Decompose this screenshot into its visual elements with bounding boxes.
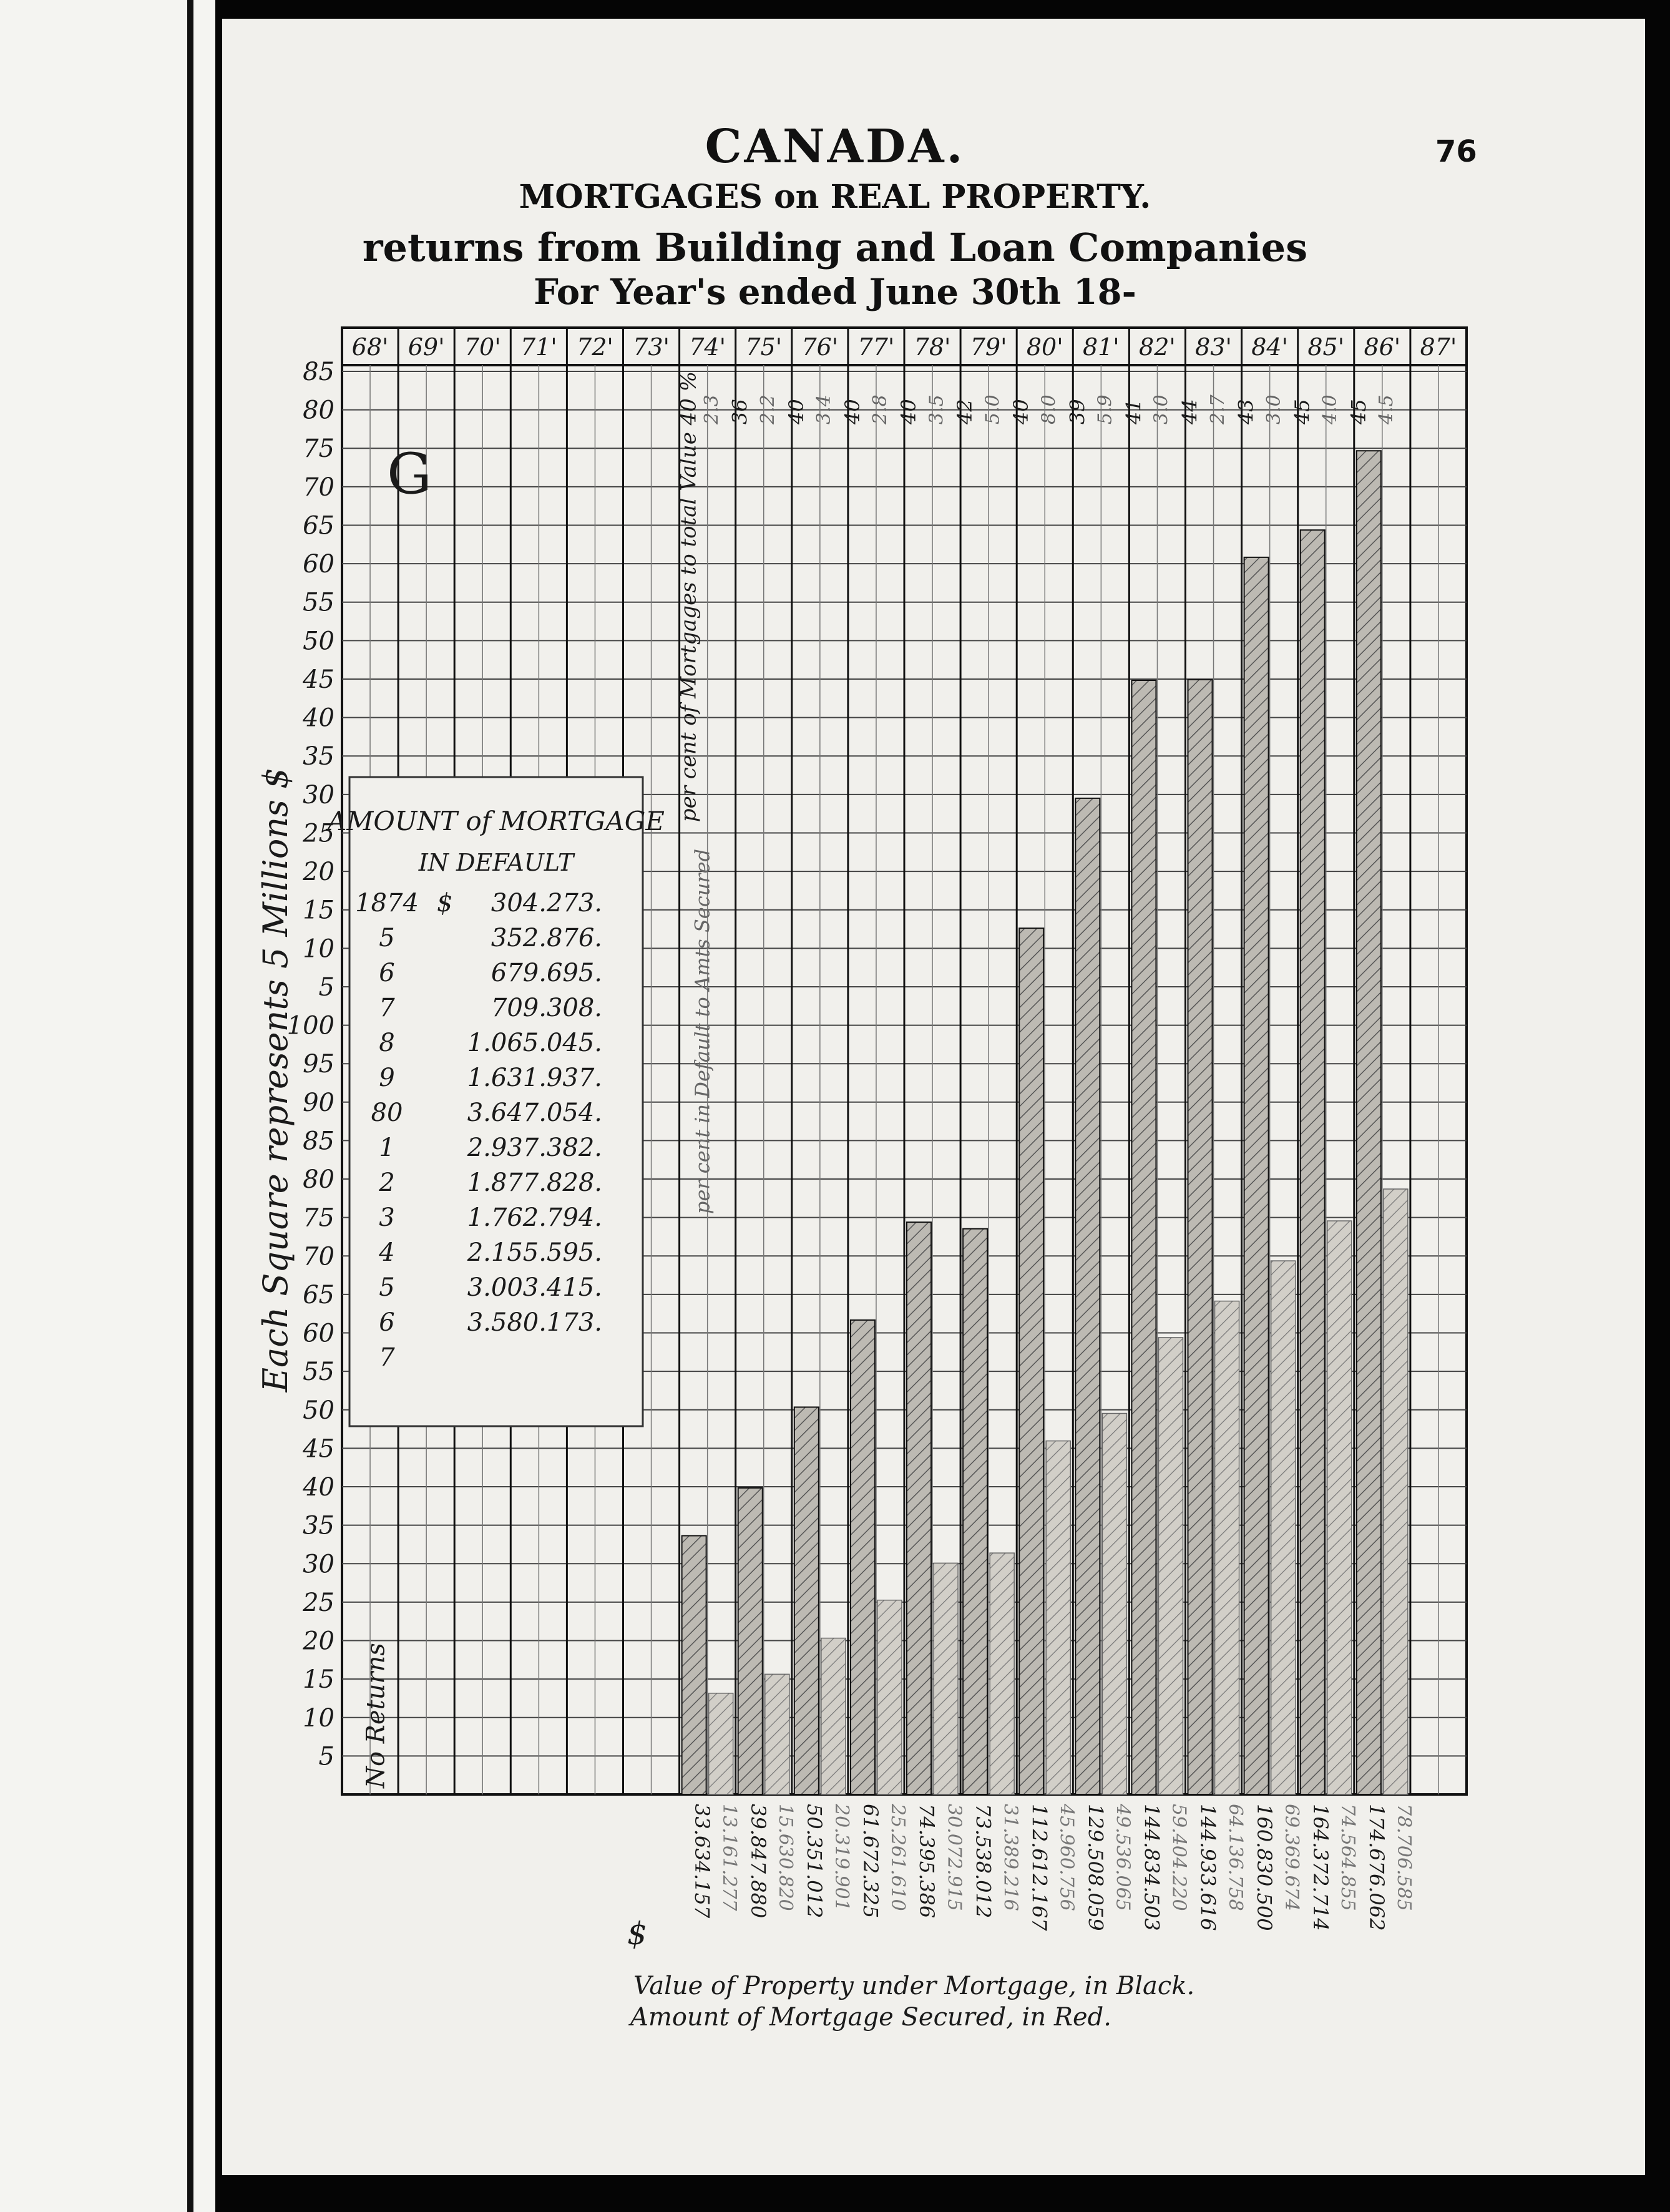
bar-mortgage-secured — [1327, 1221, 1352, 1794]
bar-value-of-property — [1131, 680, 1156, 1794]
default-amount-table — [325, 777, 665, 1426]
default-table-year: 7 — [379, 994, 395, 1022]
year-header-label: 78' — [914, 333, 951, 361]
default-table-year: 1 — [379, 1133, 395, 1162]
value-label-red: 20.319.901 — [831, 1804, 853, 1911]
year-header-label: 76' — [801, 333, 839, 361]
bar-mortgage-secured — [1271, 1261, 1296, 1794]
default-table-amount: 1.762.794. — [467, 1203, 602, 1232]
year-header-label: 71' — [520, 333, 557, 361]
value-label-red: 25.261.610 — [887, 1804, 909, 1911]
value-label-black: 144.834.503 — [1140, 1804, 1164, 1931]
default-table-year: 2 — [379, 1168, 395, 1197]
default-table-subtitle: IN DEFAULT — [418, 849, 574, 876]
percent-in-default-label: 3.0 — [1150, 394, 1173, 424]
y-tick-label: 85 — [303, 1127, 334, 1156]
bar-value-of-property — [682, 1535, 706, 1794]
bar-mortgage-secured — [1158, 1338, 1183, 1794]
year-header-label: 69' — [408, 333, 445, 361]
y-tick-label: 55 — [303, 1358, 334, 1387]
chart-subtitle-2: returns from Building and Loan Companies — [362, 225, 1308, 270]
bar-value-of-property — [1244, 557, 1269, 1794]
percent-in-default-label: 5.9 — [1094, 394, 1116, 424]
bar-mortgage-secured — [877, 1600, 902, 1794]
year-header-label: 84' — [1251, 333, 1289, 361]
percent-in-default-label: 4.5 — [1375, 394, 1398, 424]
y-tick-label: 100 — [286, 1011, 334, 1040]
percent-in-default-label: 2.8 — [869, 394, 892, 424]
y-tick-label: 20 — [303, 1627, 334, 1656]
year-header-label: 68' — [351, 333, 389, 361]
value-label-red: 59.404.220 — [1168, 1804, 1190, 1911]
y-tick-label: 65 — [303, 1280, 334, 1309]
bar-mortgage-secured — [1384, 1189, 1408, 1794]
bar-value-of-property — [907, 1222, 931, 1794]
bar-value-of-property — [794, 1407, 819, 1794]
y-tick-label: 25 — [303, 819, 334, 848]
year-header-label: 74' — [689, 333, 726, 361]
percent-in-default-label: 5.0 — [982, 394, 1004, 424]
y-tick-label: 40 — [303, 1473, 334, 1502]
chart-subtitle-1: MORTGAGES on REAL PROPERTY. — [519, 178, 1151, 216]
percent-to-value-label: 45 — [1290, 399, 1314, 424]
y-tick-label: 60 — [303, 550, 334, 579]
percent-in-default-label: 3.0 — [1262, 394, 1285, 424]
percent-to-value-label: 43 — [1234, 399, 1258, 424]
bar-mortgage-secured — [934, 1563, 958, 1794]
bar-value-of-property — [1188, 680, 1213, 1794]
value-label-black: 174.676.062 — [1365, 1804, 1389, 1931]
percent-to-value-label: 39 — [1065, 399, 1090, 424]
y-tick-label: 40 — [303, 703, 334, 733]
bar-mortgage-secured — [1215, 1301, 1239, 1794]
y-tick-label: 50 — [303, 1396, 334, 1425]
percent-in-default-label: 2.3 — [700, 394, 723, 424]
default-table-year: 9 — [379, 1064, 395, 1092]
value-label-red: 74.564.855 — [1336, 1804, 1359, 1911]
bar-mortgage-secured — [990, 1553, 1014, 1794]
year-header-label: 83' — [1195, 333, 1232, 361]
percent-to-value-label: 42 — [953, 399, 977, 424]
y-tick-label: 35 — [303, 1511, 334, 1540]
dollar-sign-label: $ — [627, 1916, 647, 1952]
year-header-label: 70' — [464, 333, 501, 361]
bar-value-of-property — [1301, 530, 1325, 1794]
y-tick-label: 5 — [318, 1742, 334, 1771]
bar-mortgage-secured — [821, 1638, 846, 1794]
bar-mortgage-secured — [1102, 1414, 1126, 1794]
value-label-black: 74.395.386 — [915, 1804, 939, 1919]
per-cent-default-label: per cent in Default to Amts Secured — [690, 849, 715, 1215]
default-table-title: AMOUNT of MORTGAGE — [328, 806, 665, 836]
value-label-red: 45.960.756 — [1055, 1804, 1078, 1911]
value-label-black: 144.933.616 — [1196, 1804, 1220, 1931]
default-table-amount: 2.155.595. — [467, 1238, 602, 1267]
y-tick-label: 70 — [303, 472, 334, 502]
default-table-year: 5 — [379, 1273, 395, 1302]
y-tick-label: 75 — [303, 434, 334, 464]
default-table-amount: 352.876. — [491, 924, 602, 952]
bar-mortgage-secured — [1046, 1441, 1070, 1794]
value-label-red: 49.536.065 — [1111, 1804, 1134, 1911]
default-table-amount: 1.877.828. — [467, 1168, 602, 1197]
default-table-year: 3 — [379, 1203, 395, 1232]
year-header-label: 87' — [1420, 333, 1457, 361]
y-tick-label: 95 — [303, 1050, 334, 1079]
year-header-label: 72' — [577, 333, 613, 361]
y-tick-label: 35 — [303, 742, 334, 771]
y-tick-label: 80 — [303, 396, 334, 425]
chart-subtitle-3: For Year's ended June 30th 18- — [534, 272, 1136, 313]
page-number: 76 — [1435, 134, 1477, 169]
y-tick-label: 45 — [303, 1434, 334, 1464]
default-table-amount: 3.647.054. — [467, 1099, 602, 1127]
y-tick-label: 60 — [303, 1319, 334, 1348]
monogram-logo: G — [387, 441, 432, 507]
default-table-year: 4 — [379, 1238, 395, 1267]
bar-value-of-property — [1357, 451, 1381, 1794]
y-tick-label: 5 — [318, 972, 334, 1002]
default-table-amount: 304.273. — [491, 889, 602, 918]
y-tick-label: 10 — [303, 934, 334, 964]
percent-to-value-label: 40 — [784, 399, 808, 424]
year-header-label: 75' — [745, 333, 783, 361]
y-tick-label: 70 — [303, 1242, 334, 1271]
value-label-red: 30.072.915 — [943, 1804, 965, 1911]
percent-in-default-label: 2.2 — [756, 394, 779, 424]
percent-in-default-label: 3.4 — [813, 394, 836, 424]
legend-note-red: Amount of Mortgage Secured, in Red. — [630, 2003, 1111, 2032]
default-table-year: 6 — [379, 1308, 395, 1337]
default-table-amount: 3.003.415. — [467, 1273, 602, 1302]
year-header-label: 81' — [1082, 333, 1120, 361]
bar-mortgage-secured — [765, 1674, 789, 1794]
legend-note-black: Value of Property under Mortgage, in Black. — [633, 1972, 1195, 2000]
y-tick-label: 15 — [303, 1665, 334, 1695]
year-header-label: 82' — [1139, 333, 1176, 361]
year-header-label: 79' — [970, 333, 1007, 361]
bar-value-of-property — [1075, 798, 1100, 1794]
default-table-year: 5 — [379, 924, 395, 952]
value-label-red: 69.369.674 — [1280, 1804, 1302, 1911]
value-label-red: 78.706.585 — [1393, 1804, 1415, 1911]
year-header-label: 73' — [633, 333, 670, 361]
per-cent-value-label: per cent of Mortgages to total Value 40 % — [676, 371, 701, 823]
default-table-year: 80 — [371, 1099, 403, 1127]
bar-value-of-property — [738, 1488, 763, 1794]
year-header-label: 80' — [1026, 333, 1063, 361]
y-tick-label: 30 — [303, 1550, 334, 1579]
default-table-year: 7 — [379, 1343, 395, 1372]
value-label-red: 15.630.820 — [774, 1804, 796, 1911]
value-label-black: 50.351.012 — [803, 1804, 827, 1919]
y-tick-label: 10 — [303, 1703, 334, 1733]
chart-title: CANADA. — [705, 120, 965, 174]
default-table-dollar: $ — [437, 889, 453, 918]
value-label-black: 160.830.500 — [1252, 1804, 1276, 1931]
y-tick-label: 45 — [303, 665, 334, 694]
default-table-amount: 1.631.937. — [467, 1064, 602, 1092]
percent-to-value-label: 41 — [1121, 399, 1146, 424]
value-label-black: 73.538.012 — [971, 1804, 995, 1919]
value-label-red: 64.136.758 — [1224, 1804, 1246, 1911]
value-label-black: 39.847.880 — [746, 1804, 770, 1919]
value-label-black: 129.508.059 — [1083, 1804, 1108, 1931]
bar-value-of-property — [851, 1320, 875, 1794]
y-axis-title: Each Square represents 5 Millions $ — [256, 767, 295, 1392]
y-tick-label: 20 — [303, 858, 334, 887]
percent-to-value-label: 40 — [840, 399, 864, 424]
y-tick-label: 65 — [303, 511, 334, 541]
value-label-black: 61.672.325 — [859, 1804, 883, 1919]
y-tick-label: 30 — [303, 780, 334, 810]
y-tick-label: 50 — [303, 627, 334, 656]
bar-value-of-property — [1019, 928, 1043, 1794]
value-label-black: 164.372.714 — [1308, 1804, 1332, 1931]
y-tick-label: 85 — [303, 358, 334, 386]
percent-to-value-label: 44 — [1178, 399, 1202, 424]
y-tick-label: 15 — [303, 896, 334, 925]
percent-in-default-label: 8.0 — [1038, 394, 1060, 424]
default-table-amount: 679.695. — [491, 959, 602, 987]
value-label-red: 13.161.277 — [718, 1804, 740, 1911]
value-label-black: 33.634.157 — [690, 1804, 714, 1919]
value-label-black: 112.612.167 — [1027, 1804, 1052, 1931]
percent-in-default-label: 3.5 — [925, 394, 948, 424]
default-table-year: 6 — [379, 959, 395, 987]
percent-to-value-label: 36 — [728, 399, 752, 424]
bar-value-of-property — [963, 1229, 987, 1794]
percent-to-value-label: 40 — [897, 399, 921, 424]
year-header-label: 77' — [857, 333, 895, 361]
default-table-amount: 1.065.045. — [467, 1029, 602, 1057]
percent-in-default-label: 4.0 — [1319, 394, 1341, 424]
bar-mortgage-secured — [709, 1693, 733, 1794]
no-returns-label: No Returns — [361, 1643, 391, 1788]
default-table-year: 1874 — [355, 889, 419, 918]
default-table-amount: 709.308. — [491, 994, 602, 1022]
y-tick-label: 55 — [303, 588, 334, 617]
year-header-label: 85' — [1307, 333, 1345, 361]
default-table-amount: 3.580.173. — [467, 1308, 602, 1337]
year-header-label: 86' — [1364, 333, 1401, 361]
percent-to-value-label: 45 — [1346, 399, 1370, 424]
y-tick-label: 75 — [303, 1203, 334, 1233]
percent-in-default-label: 2.7 — [1206, 394, 1229, 424]
default-table-amount: 2.937.382. — [467, 1133, 602, 1162]
percent-to-value-label: 40 — [1009, 399, 1033, 424]
value-label-red: 31.389.216 — [999, 1804, 1022, 1911]
y-tick-label: 80 — [303, 1165, 334, 1195]
y-tick-label: 90 — [303, 1088, 334, 1117]
default-table-year: 8 — [379, 1029, 395, 1057]
y-tick-label: 25 — [303, 1588, 334, 1617]
